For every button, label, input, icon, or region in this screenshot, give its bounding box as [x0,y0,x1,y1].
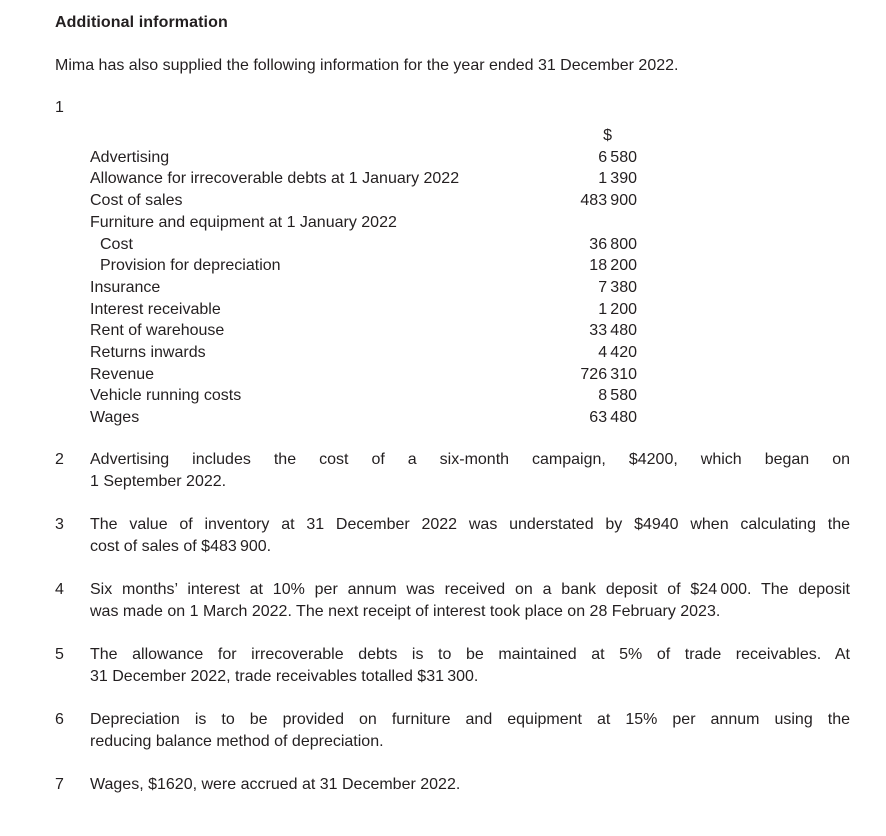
note-text-line: The value of inventory at 31 December 2022 was understated by $4940 when calculating the [90,515,850,533]
table-row [90,385,637,407]
note-text [90,774,850,796]
note-text-line: was made on 1 March 2022. The next receipt of interest took place on 28 February 2023. [90,602,721,620]
row-label: Advertising [90,148,170,166]
row-label: Allowance for irrecoverable debts at 1 January 2022 [90,170,460,188]
note-number: 4 [55,580,64,598]
table-row [90,407,637,429]
row-label: Cost of sales [90,192,183,210]
note-text [90,514,850,558]
row-value: 1 390 [598,170,637,188]
note-text-line: Six months’ interest at 10% per annum was received on a bank deposit of $24 000. The deposit [90,580,850,598]
note-text-line: Advertising includes the cost of a six-month campaign, $4200, which began on [90,450,850,468]
row-label: Revenue [90,365,155,383]
row-value: 4 420 [598,344,637,362]
row-label: Wages [90,409,140,427]
row-value: 6 580 [598,148,637,166]
intro-paragraph: Mima has also supplied the following information for the year ended 31 December 2022. [55,57,679,74]
page-title: Additional information [55,14,228,31]
table-row [90,299,637,321]
table-row [90,212,637,234]
table-row [90,277,637,299]
row-label: Interest receivable [90,300,221,318]
note-text-line: The allowance for irrecoverable debts is to be maintained at 5% of trade receivables. At [90,645,850,663]
table-row [90,147,637,169]
figures-table [90,125,637,429]
row-label: Insurance [90,278,161,296]
row-label: Cost [100,235,133,253]
table-row [90,190,637,212]
table-row [90,255,637,277]
note-number-1: 1 [55,99,64,116]
note-number: 7 [55,775,64,793]
note-text [90,709,850,753]
currency-header: $ [603,127,612,144]
table-header-row [90,125,637,147]
table-row [90,342,637,364]
row-value: 1 200 [598,300,637,318]
table-row [90,364,637,386]
note-item-2 [55,449,850,493]
note-number: 5 [55,645,64,663]
note-text-line: Depreciation is to be provided on furniture and equipment at 15% per annum using the [90,710,850,728]
row-label: Provision for depreciation [100,257,281,275]
row-value: 7 380 [598,278,637,296]
note-number: 6 [55,710,64,728]
row-value: 63 480 [589,409,637,427]
row-label: Rent of warehouse [90,322,225,340]
row-label: Returns inwards [90,344,206,362]
row-value: 483 900 [580,192,637,210]
row-value: 33 480 [589,322,637,340]
note-text-line: reducing balance method of depreciation. [90,732,384,750]
row-value: 8 580 [598,387,637,405]
note-number: 2 [55,450,64,468]
note-text [90,449,850,493]
row-value: 726 310 [580,365,637,383]
note-text-line: cost of sales of $483 900. [90,537,272,555]
row-value: 18 200 [589,257,637,275]
row-value: 36 800 [589,235,637,253]
note-item-4 [55,579,850,623]
table-row [90,234,637,256]
row-value [527,212,637,234]
row-label: Furniture and equipment at 1 January 2022 [90,213,397,231]
table-row [90,320,637,342]
row-label: Vehicle running costs [90,387,242,405]
note-text-line: Wages, $1620, were accrued at 31 December 2022. [90,775,461,793]
note-text-line: 31 December 2022, trade receivables totalled $31 300. [90,667,479,685]
table-row [90,168,637,190]
note-number: 3 [55,515,64,533]
note-item-7 [55,774,850,796]
note-text [90,644,850,688]
note-item-6 [55,709,850,753]
note-text [90,579,850,623]
note-item-3 [55,514,850,558]
note-text-line: 1 September 2022. [90,472,227,490]
note-item-5 [55,644,850,688]
